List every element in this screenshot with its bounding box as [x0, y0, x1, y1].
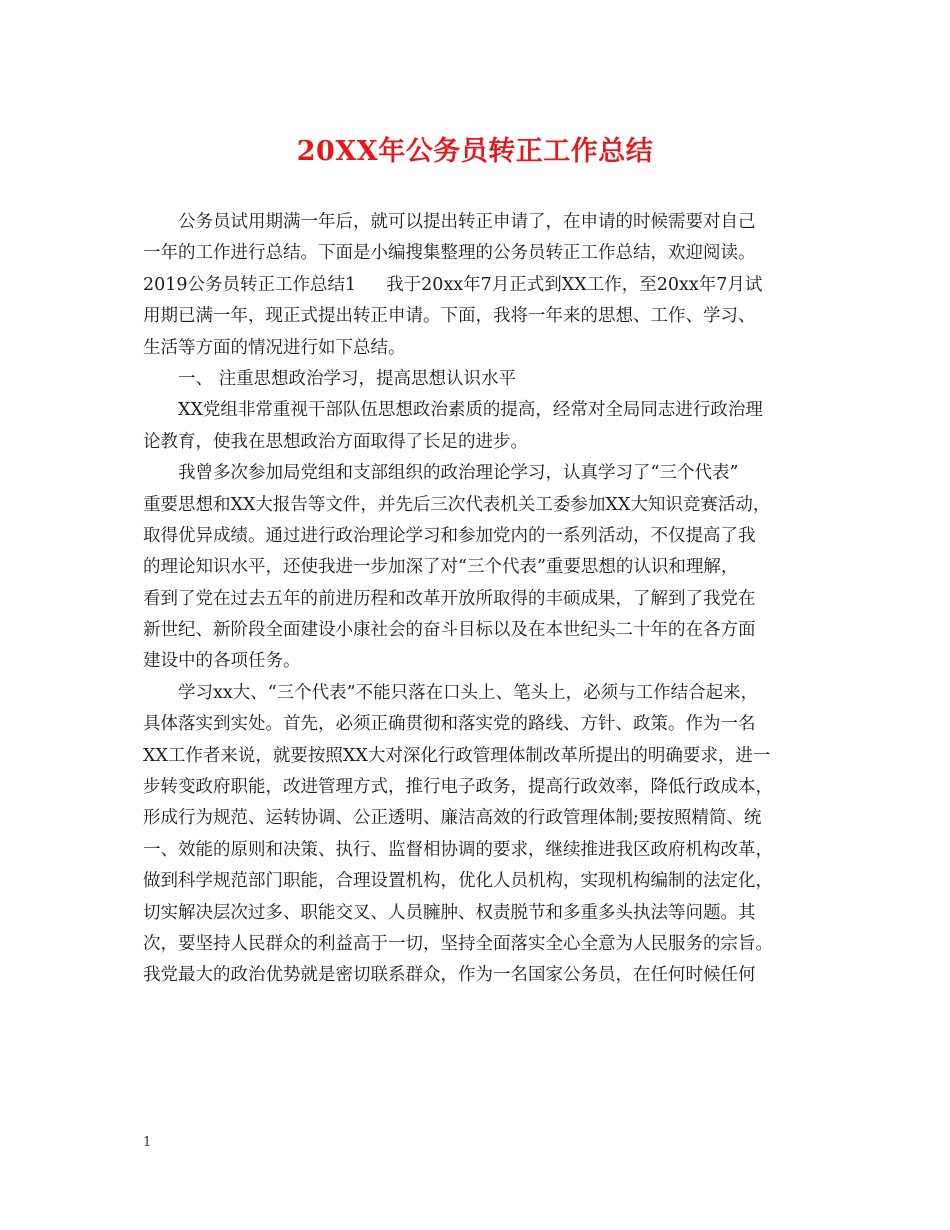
paragraph-line: 步转变政府职能，改进管理方式，推行电子政务，提高行政效率，降低行政成本， [143, 777, 773, 798]
paragraph-line: 看到了党在过去五年的前进历程和改革开放所取得的丰硕成果，了解到了我党在 [143, 588, 756, 609]
document-body [143, 207, 813, 992]
paragraph-line: 我曾多次参加局党组和支部组织的政治理论学习，认真学习了“三个代表” [178, 463, 739, 484]
paragraph-line: XX工作者来说，就要按照XX大对深化行政管理体制改革所提出的明确要求，进一 [143, 745, 771, 766]
page-number: 1 [143, 1135, 152, 1150]
paragraph-line: XX党组非常重视干部队伍思想政治素质的提高，经常对全局同志进行政治理 [178, 400, 763, 421]
paragraph-line: 生活等方面的情况进行如下总结。 [143, 337, 406, 358]
paragraph-line: 形成行为规范、运转协调、公正透明、廉洁高效的行政管理体制;要按照精简、统 [143, 808, 762, 829]
paragraph-line: 建设中的各项任务。 [143, 651, 301, 672]
paragraph-line: 一年的工作进行总结。下面是小编搜集整理的公务员转正工作总结，欢迎阅读。 [143, 243, 756, 264]
paragraph-text: 我于20xx年7月正式到XX工作，至20xx年7月试 [386, 274, 763, 295]
paragraph-line: 取得优异成绩。通过进行政治理论学习和参加党内的一系列活动，不仅提高了我 [143, 525, 756, 546]
section-heading: 2019公务员转正工作总结1 [143, 274, 357, 295]
paragraph-line: 我党最大的政治优势就是密切联系群众，作为一名国家公务员，在任何时候任何 [143, 965, 756, 986]
paragraph-line: 重要思想和XX大报告等文件，并先后三次代表机关工委参加XX大知识竞赛活动， [143, 494, 771, 515]
paragraph-line [143, 270, 813, 301]
paragraph-line: 具体落实到实处。首先，必须正确贯彻和落实党的路线、方针、政策。作为一名 [143, 714, 756, 735]
document-title: 20XX年公务员转正工作总结 [296, 136, 654, 167]
section-heading: 一、 注重思想政治学习，提高思想认识水平 [178, 368, 517, 389]
paragraph-line: 切实解决层次过多、职能交叉、人员臃肿、权责脱节和多重多头执法等问题。其 [143, 902, 756, 923]
paragraph-line: 学习xx大、“三个代表”不能只落在口头上、笔头上，必须与工作结合起来， [178, 682, 759, 703]
paragraph-line: 的理论知识水平，还使我进一步加深了对“三个代表”重要思想的认识和理解， [143, 557, 739, 578]
paragraph-line: 论教育，使我在思想政治方面取得了长足的进步。 [143, 431, 528, 452]
paragraph-line: 做到科学规范部门职能，合理设置机构，优化人员机构，实现机构编制的法定化， [143, 871, 773, 892]
paragraph-line: 用期已满一年，现正式提出转正申请。下面，我将一年来的思想、工作、学习、 [143, 306, 756, 327]
paragraph-line: 公务员试用期满一年后，就可以提出转正申请了，在申请的时候需要对自己 [178, 212, 756, 232]
paragraph-line: 新世纪、新阶段全面建设小康社会的奋斗目标以及在本世纪头二十年的在各方面 [143, 620, 756, 641]
paragraph-line: 一、效能的原则和决策、执行、监督相协调的要求，继续推进我区政府机构改革， [143, 839, 773, 860]
paragraph-line: 次，要坚持人民群众的利益高于一切，坚持全面落实全心全意为人民服务的宗旨。 [143, 933, 773, 954]
